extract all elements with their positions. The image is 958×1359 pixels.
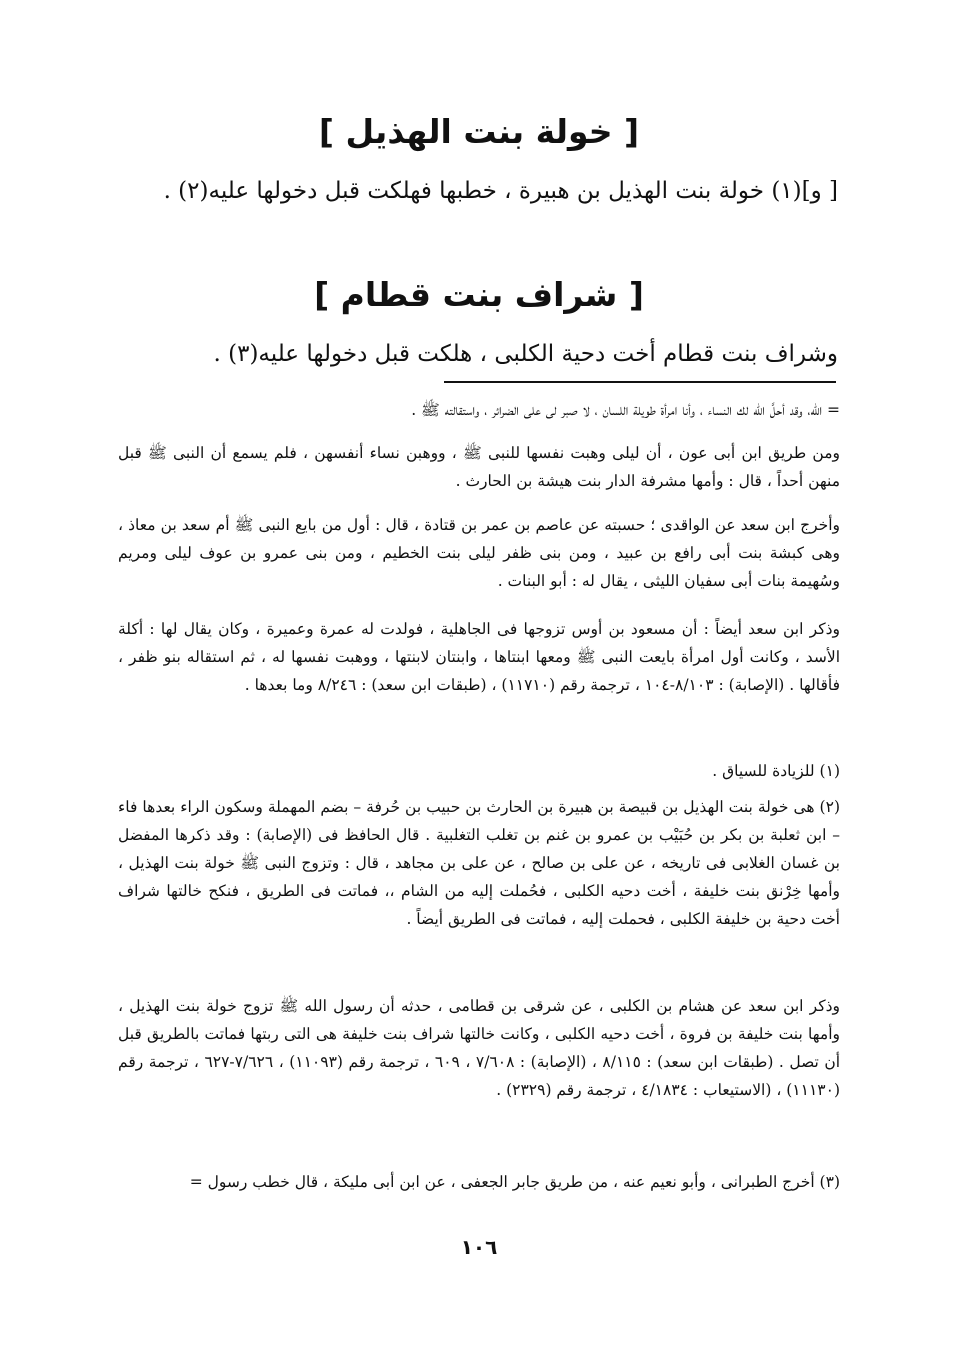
- section-heading-sharaf: [ شراف بنت قطام ]: [314, 275, 644, 314]
- section-heading-khawla: [ خولة بنت الهذيل ]: [318, 112, 640, 151]
- footnote-3: (٣) أخرج الطبرانى ، وأبو نعيم عنه ، من طريق جابر الجعفى ، عن ابن أبى مليكة ، قال خطب رسول =: [189, 1173, 840, 1191]
- section-body-khawla: [ و](١) خولة بنت الهذيل بن هبيرة ، خطبها فهلكت قبل دخولها عليه(٢) .: [163, 178, 838, 204]
- footnote-continuation: = الله، وقد أحلَّ الله لك النساء ، وأنا امرأة طويلة اللسان ، لا صبر لى على الضرائر ، واستقالته ﷺ .: [411, 401, 840, 419]
- footnote-paragraph: وذكر ابن سعد أيضاً : أن مسعود بن أوس تزوجها فى الجاهلية ، فولدت له عمرة وعميرة ، وكان يقال لها : أكلة الأسد ، وكانت أول امرأة بايعت النبى ﷺ ومعها ابنتاها ، وابنتان لابنتها ، ووهبت نفسها له ، ثم استقاله بنو ظفر ، فأقالها . (الإصابة) : ٨/١٠٣-١٠٤ ، ترجمة رقم (١١٧١٠) ، (طبقات ابن سعد) : ٨/٢٤٦ وما بعدها .: [118, 620, 840, 694]
- footnote-1: (١) للزيادة للسياق .: [712, 762, 840, 780]
- footnote-separator: [444, 381, 836, 383]
- footnote-paragraph: ومن طريق ابن أبى عون ، أن ليلى وهبت نفسها للنبى ﷺ ، ووهبن نساء أنفسهن ، فلم يسمع أن النبى ﷺ قبل منهن أحداً ، قال : وأمها مشرفة الدار بنت هيشة بن الحارث .: [118, 444, 840, 490]
- footnote-2: (٢) هى خولة بنت الهذيل بن قبيصة بن هبيرة بن الحارث بن حبيب بن حُرفة – بضم المهملة وسكون الراء بعدها فاء – ابن ثعلبة بن بكر بن حُبَيْب بن عمرو بن غنم بن تغلب التغلبية . قال الحافظ فى (الإصابة) : وقد ذكرها المفضل بن غسان الغلابى فى تاريخه ، عن على بن صالح ، عن على بن مجاهد ، قال : وتزوج النبى ﷺ خولة بنت الهذيل ، وأمها خِرْنق بنت خليفة ، أخت دحيه الكلبى ، فحُملت إليه من الشام ،، فماتت فى الطريق ، فنكح خالتها شراف أخت دحية بن خليفة الكلبى ، فحملت إليه ، فماتت فى الطريق أيضاً .: [118, 798, 840, 928]
- page-number: ١٠٦: [460, 1235, 498, 1259]
- section-body-sharaf: وشراف بنت قطام أخت دحية الكلبى ، هلكت قبل دخولها عليه(٣) .: [213, 341, 838, 367]
- footnote-paragraph: وأخرج ابن سعد عن الواقدى ؛ حسبته عن عاصم بن عمر بن قتادة ، قال : أول من بايع النبى ﷺ أم سعد بن معاذ ، وهى كبشة بنت أبى رافع بن عبيد ، ومن بنى ظفر ليلى بنت الخطيم ، ومن بنى عمرو بن عوف ليلى ومريم وسُهيمة بنات أبى سفيان الليثى ، يقال له : أبو البنات .: [118, 516, 840, 590]
- footnote-2-continued: وذكر ابن سعد عن هشام بن الكلبى ، عن شرقى بن قطامى ، حدثه أن رسول الله ﷺ تزوج خولة بنت الهذيل ، وأمها بنت خليفة بن فروة ، أخت دحيه الكلبى ، وكانت خالتها شراف بنت خليفة هى التى ربتها فماتت بالطريق قبل أن تصل . (طبقات ابن سعد) : ٨/١١٥ ، (الإصابة) : ٧/٦٠٨ ، ٦٠٩ ، ترجمة رقم (١١٠٩٣) ، ٧/٦٢٦-٦٢٧ ، ترجمة رقم (١١١٣٠) ، (الاستيعاب : ٤/١٨٣٤ ، ترجمة رقم (٢٣٢٩) .: [118, 997, 841, 1099]
